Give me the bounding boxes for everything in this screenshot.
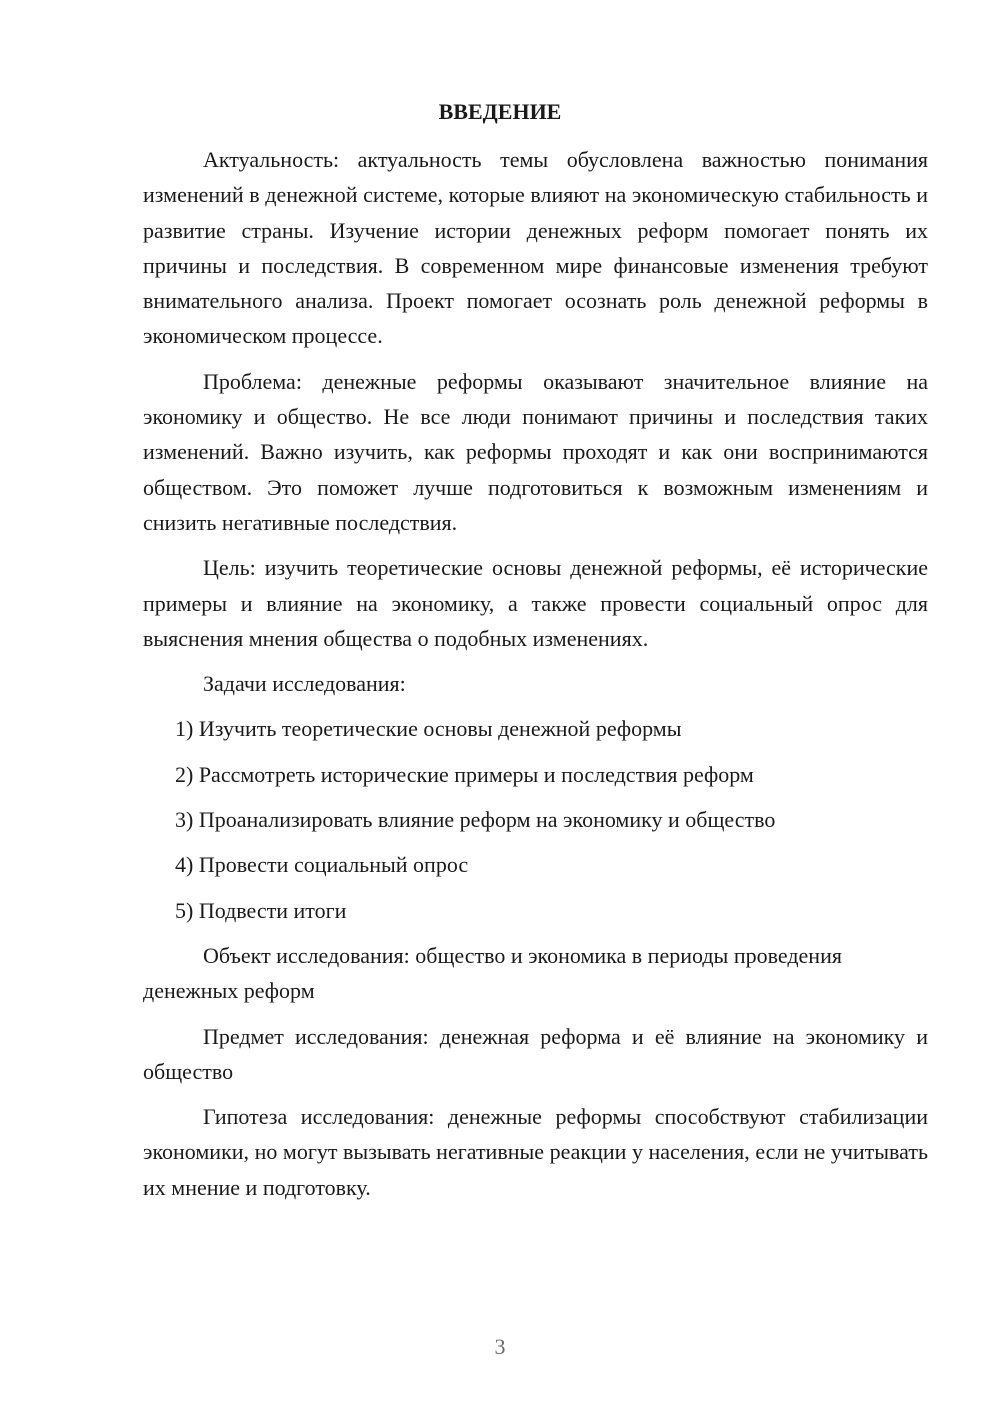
paragraph-goal: Цель: изучить теоретические основы денежной реформы, её исторические примеры и влияние на экономику, а также провести социальный опрос для выяснения мнения общества о подобных изменениях.: [143, 555, 928, 651]
page-number: 3: [494, 1334, 506, 1359]
paragraph-problem: Проблема: денежные реформы оказывают значительное влияние на экономику и общество. Не все люди понимают причины и последствия таких изменений. Важно изучить, как реформы проходят и как они воспринимаются обществом. Это поможет лучше подготовиться к возможным изменениям и снизить негативные последствия.: [143, 368, 928, 535]
document-body: [143, 142, 928, 1215]
page-title: ВВЕДЕНИЕ: [438, 99, 562, 124]
list-item: 3) Проанализировать влияние реформ на экономику и общество: [175, 807, 776, 833]
list-item: 5) Подвести итоги: [175, 897, 347, 923]
list-item: 4) Провести социальный опрос: [175, 852, 469, 878]
tasks-heading: Задачи исследования:: [203, 671, 406, 697]
paragraph-hypothesis: Гипотеза исследования: денежные реформы способствуют стабилизации экономики, но могут вызывать негативные реакции у населения, если не учитывать их мнение и подготовку.: [143, 1104, 928, 1200]
list-item: 2) Рассмотреть исторические примеры и последствия реформ: [175, 761, 754, 787]
paragraph-subject: Предмет исследования: денежная реформа и её влияние на экономику и общество: [143, 1023, 928, 1084]
paragraph-relevance: Актуальность: актуальность темы обусловлена важностью понимания изменений в денежной системе, которые влияют на экономическую стабильность и развитие страны. Изучение истории денежных реформ помогает понять их причины и последствия. В современном мире финансовые изменения требуют внимательного анализа. Проект помогает осознать роль денежной реформы в экономическом процессе.: [143, 147, 928, 349]
paragraph-object: Объект исследования: общество и экономика в периоды проведения денежных реформ: [143, 942, 842, 1004]
tasks-list: [143, 711, 928, 927]
list-item: 1) Изучить теоретические основы денежной реформы: [175, 716, 682, 742]
